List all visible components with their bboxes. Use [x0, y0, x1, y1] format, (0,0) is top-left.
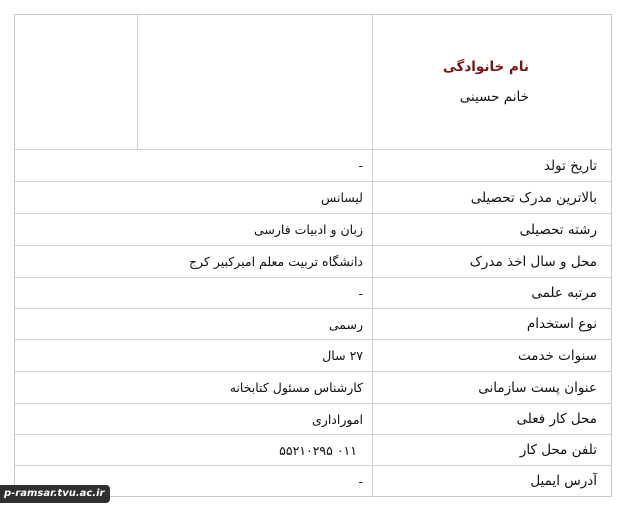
profile-table — [14, 14, 612, 497]
row-label: مرتبه علمی — [531, 285, 597, 301]
table-row-degree-place — [15, 245, 611, 277]
row-value: لیسانس — [321, 190, 363, 205]
table-row-birth-date — [15, 149, 611, 181]
row-value: - — [358, 158, 363, 173]
table-row-position — [15, 371, 611, 403]
row-label: آدرس ایمیل — [530, 473, 597, 489]
table-row-degree — [15, 181, 611, 213]
row-label: محل و سال اخذ مدرک — [469, 253, 597, 270]
row-value: ۰۱۱ ۵۵۲۱۰۲۹۵ — [279, 442, 357, 458]
table-row-service-years — [15, 339, 611, 371]
family-name-label: نام خانوادگی — [442, 59, 529, 75]
header-row — [15, 15, 611, 149]
name-cell-divider — [372, 15, 373, 149]
row-value: کارشناس مسئول کتابخانه — [229, 380, 363, 395]
table-row-field — [15, 213, 611, 245]
row-value: ۲۷ سال — [322, 348, 363, 363]
row-label: رشته تحصیلی — [519, 221, 597, 238]
row-label: سنوات خدمت — [517, 347, 597, 364]
row-label: محل کار فعلی — [516, 411, 597, 427]
row-value: رسمی — [328, 316, 363, 332]
table-row-workplace — [15, 403, 611, 434]
row-label: نوع استخدام — [526, 316, 597, 332]
row-value: دانشگاه تربیت معلم امیرکبیر کرج — [188, 254, 363, 269]
row-label: تلفن محل کار — [519, 442, 597, 458]
site-watermark: p-ramsar.tvu.ac.ir — [0, 485, 110, 503]
table-row-rank — [15, 277, 611, 308]
row-label: بالاترین مدرک تحصیلی — [470, 189, 597, 206]
photo-cell-divider — [137, 15, 138, 149]
row-label: عنوان پست سازمانی — [478, 379, 597, 396]
row-value: - — [358, 473, 363, 489]
row-value: - — [358, 285, 363, 301]
table-row-phone — [15, 434, 611, 465]
table-row-employment — [15, 308, 611, 339]
row-value: اموراداری — [312, 411, 363, 427]
row-label: تاریخ تولد — [543, 157, 597, 174]
row-value: زبان و ادبیات فارسی — [253, 222, 363, 237]
family-name-value: خانم حسینی — [459, 89, 529, 105]
